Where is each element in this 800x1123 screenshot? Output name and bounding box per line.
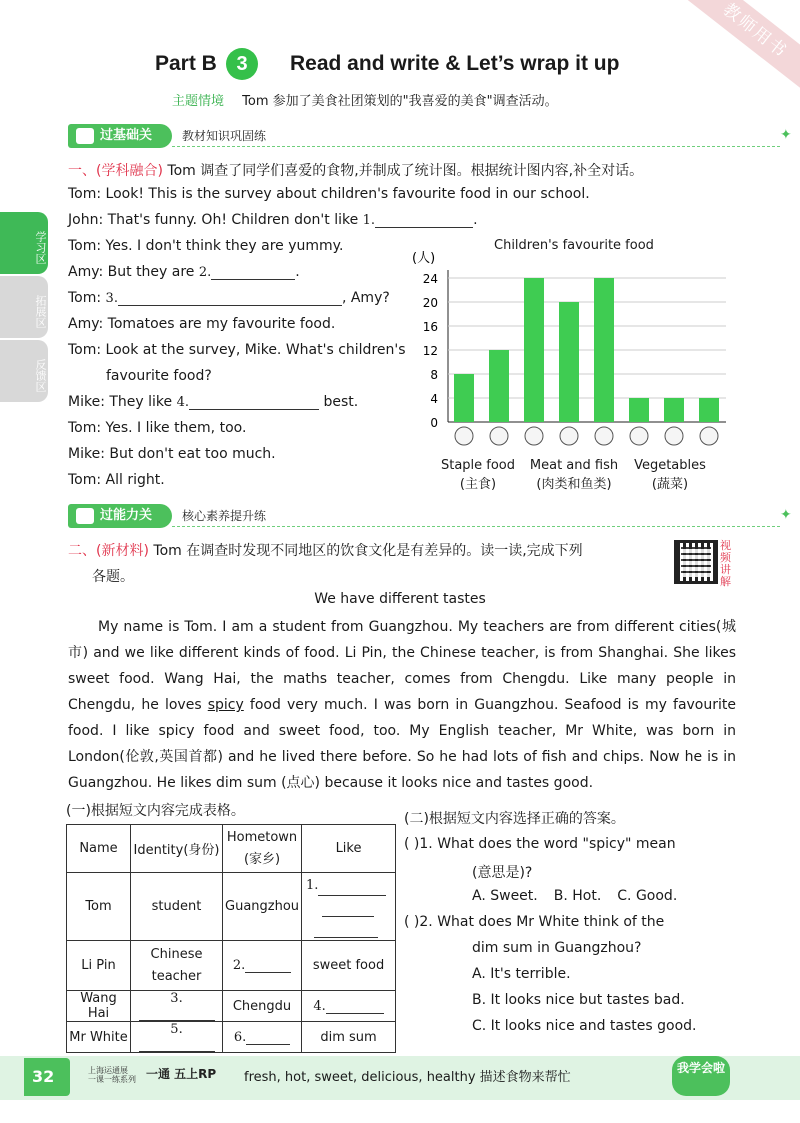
footer-brand: 上海运通展 一课一练系列: [88, 1066, 136, 1084]
star-icon: ✦: [780, 507, 792, 523]
theme-label: 主题情境: [172, 94, 225, 109]
table-cell: dim sum: [302, 1022, 396, 1053]
bar: [594, 278, 614, 422]
side-tab-extend[interactable]: 拓展区: [0, 276, 48, 338]
theme-text: Tom 参加了美食社团策划的"我喜爱的美食"调查活动。: [242, 94, 558, 109]
table-blank-3[interactable]: [139, 1007, 215, 1021]
food-icon: [665, 427, 683, 445]
table-cell: Tom: [67, 873, 131, 941]
lesson-number-badge: 3: [226, 48, 258, 80]
y-tick-label: 8: [430, 368, 438, 382]
food-icon: [490, 427, 508, 445]
table-cell: Guangzhou: [223, 873, 302, 941]
dialogue-line: Amy: Tomatoes are my favourite food.: [68, 316, 336, 332]
side-tab-study[interactable]: 学习区: [0, 212, 48, 274]
question-1-tag: (学科融合): [96, 163, 163, 179]
side-tab-feedback[interactable]: 反馈区: [0, 340, 48, 402]
mc-question-1: ( )1. What does the word "spicy" mean: [404, 836, 676, 852]
table-cell: Chinese teacher: [131, 941, 223, 991]
food-icon: [455, 427, 473, 445]
bar: [699, 398, 719, 422]
chart-title: Children's favourite food: [494, 238, 654, 253]
section-basic-badge: [68, 124, 172, 148]
section-ability-badge: [68, 504, 172, 528]
footer-tip: fresh, hot, sweet, delicious, healthy 描述食物来帮忙: [244, 1070, 571, 1085]
teacher-edition-tag: 教师用书: [678, 0, 800, 97]
table-blank-5[interactable]: [139, 1038, 215, 1052]
bar: [454, 374, 474, 422]
question-2-heading: [68, 540, 583, 560]
page-number: 32: [24, 1058, 70, 1096]
food-icon: [630, 427, 648, 445]
part-label: Part B: [155, 52, 217, 75]
learned-badge: 我学会啦: [672, 1056, 730, 1096]
option-b[interactable]: B. Hot.: [553, 888, 602, 904]
chart-group-label: Staple food (主食): [440, 458, 516, 492]
table-cell[interactable]: 3.: [131, 991, 223, 1022]
option-b[interactable]: B. It looks nice but tastes bad.: [472, 992, 685, 1008]
hand-icon: [76, 508, 94, 524]
table-blank-4[interactable]: [326, 1000, 384, 1014]
answer-blank-2[interactable]: [211, 266, 295, 280]
section-ability-label: 过能力关: [100, 508, 153, 523]
dialogue-line: Mike: They like 4. best.: [68, 394, 359, 410]
table-blank-1[interactable]: [318, 882, 386, 896]
table-header: Name: [67, 825, 131, 873]
dialogue-line: Mike: But don't eat too much.: [68, 446, 276, 462]
option-c[interactable]: C. It looks nice and tastes good.: [472, 1018, 697, 1034]
answer-bracket-2[interactable]: ( ): [404, 914, 420, 930]
bar-chart: [404, 250, 734, 460]
table-blank-6[interactable]: [246, 1031, 290, 1045]
food-icon: [595, 427, 613, 445]
qr-video-label: 视频讲解: [720, 539, 731, 588]
passage-title: We have different tastes: [314, 591, 486, 607]
section-basic-label: 过基础关: [100, 128, 153, 143]
mc-question-2: ( )2. What does Mr White think of the: [404, 914, 665, 930]
y-tick-label: 16: [422, 320, 438, 334]
hand-icon: [76, 128, 94, 144]
question-2-text-cont: 各题。: [92, 569, 134, 585]
bar: [559, 302, 579, 422]
page-title: Read and write & Let’s wrap it up: [290, 52, 620, 75]
table-cell[interactable]: 1.: [302, 873, 396, 941]
table-cell: Li Pin: [67, 941, 131, 991]
table-cell: sweet food: [302, 941, 396, 991]
theme-row: [172, 90, 558, 109]
part2-heading: (二)根据短文内容选择正确的答案。: [404, 811, 625, 827]
table-cell: Chengdu: [223, 991, 302, 1022]
table-cell: student: [131, 873, 223, 941]
table-row: [67, 1022, 396, 1053]
qr-code-icon[interactable]: [674, 540, 718, 584]
info-table: [66, 824, 396, 1053]
page-header: [0, 46, 800, 86]
mc-options-1: [472, 888, 693, 904]
mc-question-2-cont: dim sum in Guangzhou?: [472, 940, 642, 956]
dialogue-line: favourite food?: [106, 368, 212, 384]
question-2-number: 二、: [68, 543, 96, 559]
y-tick-label: 20: [422, 296, 438, 310]
table-cell: Wang Hai: [67, 991, 131, 1022]
mc-question-1-cont: (意思是)?: [472, 865, 533, 881]
dialogue-line: John: That's funny. Oh! Children don't like 1. .: [68, 212, 478, 228]
food-icon: [560, 427, 578, 445]
dialogue-line: Tom: Look! This is the survey about children's favourite food in our school.: [68, 186, 590, 202]
side-tabs: [0, 212, 48, 406]
table-header-row: [67, 825, 396, 873]
bar: [489, 350, 509, 422]
y-tick-label: 0: [430, 416, 438, 430]
table-cell[interactable]: 4.: [302, 991, 396, 1022]
table-header: Hometown (家乡): [223, 825, 302, 873]
footer-logo: 一通 五上RP: [146, 1067, 217, 1081]
table-row: [67, 941, 396, 991]
dialogue-line: Tom: Yes. I like them, too.: [68, 420, 247, 436]
table-cell: Mr White: [67, 1022, 131, 1053]
table-cell[interactable]: 2.: [223, 941, 302, 991]
dialogue-line: Amy: But they are 2. .: [68, 264, 300, 280]
question-1-text: Tom 调查了同学们喜爱的食物,并制成了统计图。根据统计图内容,补全对话。: [167, 163, 644, 179]
dialogue-line: Tom: Yes. I don't think they are yummy.: [68, 238, 344, 254]
food-icon: [525, 427, 543, 445]
y-axis-label: (人): [412, 251, 436, 266]
table-cell[interactable]: 5.: [131, 1022, 223, 1053]
chart-group-label: Vegetables (蔬菜): [634, 458, 706, 492]
divider: [172, 146, 780, 147]
question-2-tag: (新材料): [96, 543, 149, 559]
question-2-text: Tom 在调查时发现不同地区的饮食文化是有差异的。读一读,完成下列: [153, 543, 583, 559]
dialogue-line: Tom: Look at the survey, Mike. What's children's: [68, 342, 406, 358]
y-tick-label: 4: [430, 392, 438, 406]
answer-blank-1[interactable]: [375, 214, 473, 228]
bar: [664, 398, 684, 422]
section-basic-sub: 教材知识巩固练: [182, 129, 267, 143]
answer-blank-4[interactable]: [189, 396, 319, 410]
table-row: [67, 873, 396, 941]
dialogue-line: Tom: 3. , Amy?: [68, 290, 390, 306]
section-ability-bar: [68, 504, 792, 528]
divider: [172, 526, 780, 527]
section-basic-bar: [68, 124, 792, 148]
y-tick-label: 24: [422, 272, 438, 286]
option-a[interactable]: A. It's terrible.: [472, 966, 571, 982]
dialogue-line: Tom: All right.: [68, 472, 165, 488]
question-1-heading: [68, 160, 643, 180]
option-c[interactable]: C. Good.: [617, 888, 678, 904]
option-a[interactable]: A. Sweet.: [472, 888, 538, 904]
bar: [629, 398, 649, 422]
y-tick-label: 12: [422, 344, 438, 358]
bar: [524, 278, 544, 422]
star-icon: ✦: [780, 127, 792, 143]
section-ability-sub: 核心素养提升练: [182, 509, 267, 523]
passage-body: My name is Tom. I am a student from Guangzhou. My teachers are from different cities(城市) and we like different kinds of food. Li Pin, the Chinese teacher, is from Shanghai. She likes sweet food. Wang Hai, the maths teacher, comes from Chengdu. Like many people in Chengdu, he loves spicy food very much. I was born in Guangzhou. Seafood is my favourite food. I like spicy food and sweet food, too. My English teacher, Mr White, was born in London(伦敦,英国首都) and he lived there before. So he had lots of fish and chips. Now he is in Guangzhou. He likes dim sum (点心) because it looks nice and tastes good.: [68, 619, 736, 791]
table-cell[interactable]: 6.: [223, 1022, 302, 1053]
food-icon: [700, 427, 718, 445]
table-blank-2[interactable]: [245, 959, 291, 973]
chart-group-label: Meat and fish (肉类和鱼类): [529, 458, 619, 492]
answer-blank-3[interactable]: [118, 292, 342, 306]
spicy-word: spicy: [207, 697, 244, 713]
part1-heading: (一)根据短文内容完成表格。: [66, 803, 245, 819]
answer-bracket-1[interactable]: ( ): [404, 836, 420, 852]
question-1-number: 一、: [68, 163, 96, 179]
table-row: [67, 991, 396, 1022]
table-header: Like: [302, 825, 396, 873]
table-header: Identity(身份): [131, 825, 223, 873]
